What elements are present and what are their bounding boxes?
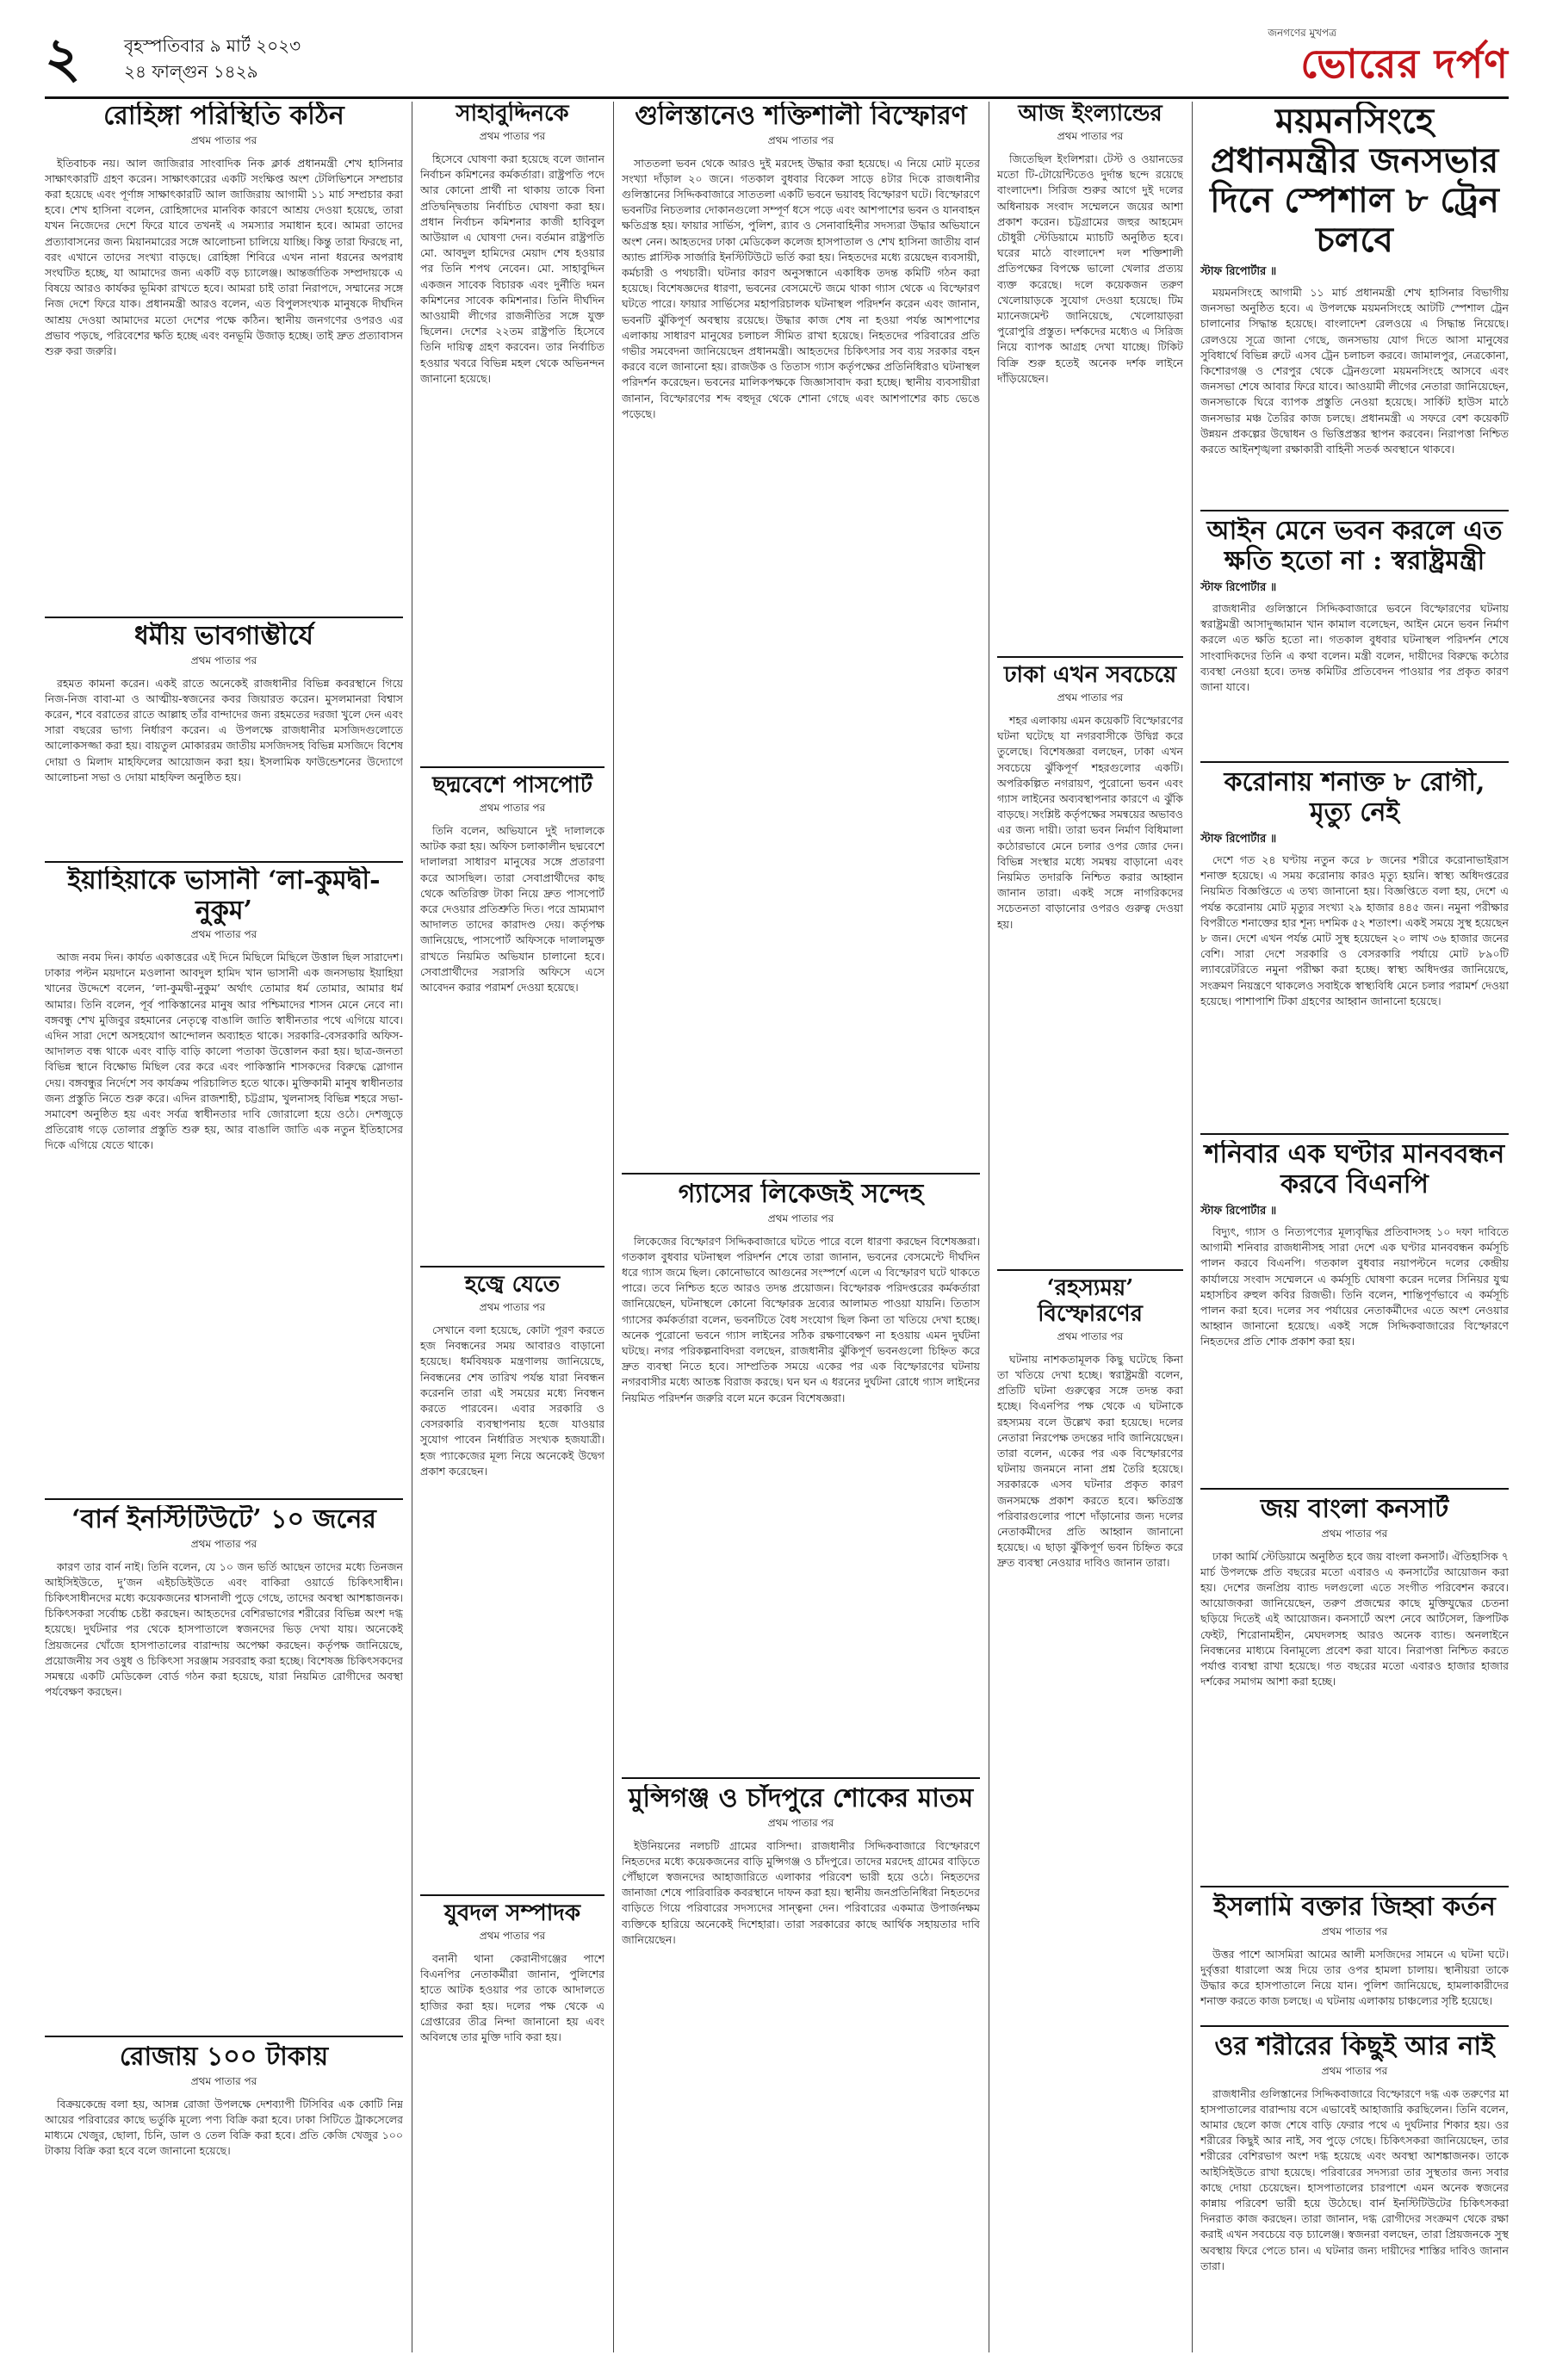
byline: স্টাফ রিপোর্টার ॥ [1200, 581, 1277, 594]
continued-label: প্রথম পাতার পর [190, 928, 257, 940]
logo-tagline: জনগণের মুখপত্র [1268, 27, 1336, 39]
article-burn-institute [45, 1505, 403, 2032]
byline: স্টাফ রিপোর্টার ॥ [1200, 833, 1277, 846]
article-body: ঘটনায় নাশকতামূলক কিছু ঘটেছে কিনা তা খতিয়ে দেখা হচ্ছে। স্বরাষ্ট্রমন্ত্রী বলেন, প্রতিটি ঘটনা গুরুত্বের সঙ্গে তদন্ত করা হচ্ছে। বিএনপির পক্ষ থেকে এ ঘটনাকে রহস্যময় বলে উল্লেখ করা হয়েছে। দলের নেতারা নিরপেক্ষ তদন্তের দাবি জানিয়েছেন। তারা বলেন, একের পর এক বিস্ফোরণের ঘটনায় জনমনে নানা প্রশ্ন তৈরি হয়েছে। সরকারকে এসব ঘটনার প্রকৃত কারণ জনসমক্ষে প্রকাশ করতে হবে। ক্ষতিগ্রস্ত পরিবারগুলোর পাশে দাঁড়ানোর জন্য দলের নেতাকর্মীদের প্রতি আহ্বান জানানো হয়েছে। এ ছাড়া ঝুঁকিপূর্ণ ভবন চিহ্নিত করে দ্রুত ব্যবস্থা নেওয়ার দাবিও জানান তারা। [997, 1352, 1183, 1570]
continued-label: প্রথম পাতার পর [1057, 1329, 1124, 1342]
article-body: সাততলা ভবন থেকে আরও দুই মরদেহ উদ্ধার করা হয়েছে। এ নিয়ে মোট মৃতের সংখ্যা দাঁড়াল ২০ জনে। গতকাল বুধবার বিকেল সাড়ে ৪টার দিকে রাজধানীর গুলিস্তানের সিদ্দিকবাজারে সাততলা একটি ভবনে ভয়াবহ বিস্ফোরণ ঘটে। বিস্ফোরণে ভবনটির নিচতলার দোকানগুলো সম্পূর্ণ ধসে পড়ে এবং আশপাশের ভবন ও যানবাহন ক্ষতিগ্রস্ত হয়। ফায়ার সার্ভিস, পুলিশ, র‍্যাব ও সেনাবাহিনীর সদস্যরা উদ্ধার অভিযানে অংশ নেন। আহতদের ঢাকা মেডিকেল কলেজ হাসপাতাল ও শেখ হাসিনা জাতীয় বার্ন অ্যান্ড প্লাস্টিক সার্জারি ইনস্টিটিউটে ভর্তি করা হয়। নিহতদের মধ্যে রয়েছেন ব্যবসায়ী, কর্মচারী ও পথচারী। ঘটনার কারণ অনুসন্ধানে একাধিক তদন্ত কমিটি গঠন করা হয়েছে। বিশেষজ্ঞদের ধারণা, ভবনের বেসমেন্টে জমে থাকা গ্যাস থেকে এ বিস্ফোরণ ঘটতে পারে। ফায়ার সার্ভিসের মহাপরিচালক ঘটনাস্থল পরিদর্শন করেন এবং জানান, ভবনটি ঝুঁকিপূর্ণ অবস্থায় রয়েছে। উদ্ধার কাজ শেষ না হওয়া পর্যন্ত আশপাশের এলাকায় সাধারণ মানুষের চলাচল সীমিত রাখা হয়েছে। নিহতদের পরিবারের প্রতি গভীর সমবেদনা জানিয়েছেন প্রধানমন্ত্রী। আহতদের চিকিৎসার সব ব্যয় সরকার বহন করবে বলে জানানো হয়। রাজউক ও তিতাস গ্যাস কর্তৃপক্ষের প্রতিনিধিরাও ঘটনাস্থল পরিদর্শন করেছেন। ভবনের মালিকপক্ষকে জিজ্ঞাসাবাদ করা হচ্ছে। স্থানীয় ব্যবসায়ীরা জানান, বিস্ফোরণের শব্দ বহুদূর থেকে শোনা গেছে এবং আশপাশের কাচ ভেঙে পড়েছে। [622, 156, 980, 420]
newspaper-logo [1250, 24, 1509, 93]
continued-label: প্রথম পাতার পর [767, 1816, 834, 1829]
article-body: ইতিবাচক নয়। আল জাজিরার সাংবাদিক নিক ক্লার্ক প্রধানমন্ত্রী শেখ হাসিনার সাক্ষাৎকারটি গ্রহণ করেন। সাক্ষাৎকারের একটি সংক্ষিপ্ত অংশ টেলিভিশনে সম্প্রচার করা হয়েছে এবং পূর্ণাঙ্গ সাক্ষাৎকারটি আল জাজিরায় আগামী ১১ মার্চ সম্প্রচার করা হবে। শেখ হাসিনা বলেন, রোহিঙ্গাদের মানবিক কারণে আশ্রয় দেওয়া হয়েছে, তারা যখন নিজেদের দেশে ফিরে যাবে তখনই এ সমস্যার সমাধান হবে। আমরা তাদের প্রত্যাবাসনের জন্য মিয়ানমারের সঙ্গে আলোচনা চালিয়ে যাচ্ছি। কিন্তু তারা ফিরছে না, বরং এখানে তাদের সংখ্যা বাড়ছে। রোহিঙ্গা শিবিরে এখন নানা ধরনের অপরাধ সংঘটিত হচ্ছে, যা আমাদের জন্য একটি বড় চ্যালেঞ্জ। আন্তর্জাতিক সম্প্রদায়কে এ বিষয়ে আরও কার্যকর ভূমিকা রাখতে হবে। আমরা চাই তারা নিরাপদে, সম্মানের সঙ্গে নিজ দেশে ফিরে যাক। প্রধানমন্ত্রী আরও বলেন, এত বিপুলসংখ্যক মানুষকে দীর্ঘদিন আশ্রয় দেওয়া আমাদের মতো দেশের পক্ষে কঠিন। স্থানীয় জনগণের ওপরও এর প্রভাব পড়ছে, পরিবেশের ক্ষতি হচ্ছে এবং বনভূমি উজাড় হচ্ছে। তাই দ্রুত প্রত্যাবাসন শুরু করা জরুরি। [45, 156, 403, 357]
headline: ওর শরীরের কিছুই আর নাই [1214, 2032, 1495, 2061]
headline: ধর্মীয় ভাবগাম্ভীর্যে [134, 622, 313, 651]
article-jubadal [420, 1901, 604, 2349]
article-mymensingh [1200, 102, 1509, 506]
article-body: শহর এলাকায় এমন কয়েকটি বিস্ফোরণের ঘটনা ঘটেছে যা নগরবাসীকে উদ্বিগ্ন করে তুলেছে। বিশেষজ্ঞরা বলছেন, ঢাকা এখন সবচেয়ে ঝুঁকিপূর্ণ শহরগুলোর একটি। অপরিকল্পিত নগরায়ণ, পুরোনো ভবন এবং গ্যাস লাইনের অব্যবস্থাপনার কারণে এ ঝুঁকি বাড়ছে। সংশ্লিষ্ট কর্তৃপক্ষের সমন্বয়ের অভাবও এর জন্য দায়ী। তারা ভবন নির্মাণ বিধিমালা কঠোরভাবে মেনে চলার ওপর জোর দেন। বিভিন্ন সংস্থার মধ্যে সমন্বয় বাড়ানো এবং নিয়মিত তদারকি নিশ্চিত করার আহ্বান জানান তারা। একই সঙ্গে নাগরিকদের সচেতনতা বাড়ানোর ওপরও গুরুত্ব দেওয়া হয়। [997, 713, 1183, 931]
article-england [997, 102, 1183, 653]
continued-label: প্রথম পাতার পর [479, 801, 546, 814]
article-gas-leak [622, 1180, 980, 1774]
continued-label: প্রথম পাতার পর [767, 1212, 834, 1224]
headline: শনিবার এক ঘণ্টার মানববন্ধন করবে বিএনপি [1204, 1140, 1505, 1199]
article-mystery-explosion [997, 1276, 1183, 2352]
article-body: তিনি বলেন, অভিযানে দুই দালালকে আটক করা হয়। অফিস চলাকালীন ছদ্মবেশে দালালরা সাধারণ মানুষের সঙ্গে প্রতারণা করে আসছিল। তারা সেবাপ্রার্থীদের কাছ থেকে অতিরিক্ত টাকা নিয়ে দ্রুত পাসপোর্ট করে দেওয়ার প্রতিশ্রুতি দিত। পরে ভ্রাম্যমাণ আদালত তাদের কারাদণ্ড দেয়। কর্তৃপক্ষ জানিয়েছে, পাসপোর্ট অফিসকে দালালমুক্ত রাখতে নিয়মিত অভিযান চালানো হবে। সেবাপ্রার্থীদের সরাসরি অফিসে এসে আবেদন করার পরামর্শ দেওয়া হয়েছে। [420, 823, 604, 994]
continued-label: প্রথম পাতার পর [1057, 129, 1124, 142]
headline: গ্যাসের লিকেজই সন্দেহ [678, 1180, 924, 1209]
article-body: দেশে গত ২৪ ঘণ্টায় নতুন করে ৮ জনের শরীরে করোনাভাইরাস শনাক্ত হয়েছে। এ সময় করোনায় কারও মৃত্যু হয়নি। স্বাস্থ্য অধিদপ্তরের নিয়মিত বিজ্ঞপ্তিতে এ তথ্য জানানো হয়। বিজ্ঞপ্তিতে বলা হয়, দেশে এ পর্যন্ত করোনায় মোট মৃত্যুর সংখ্যা ২৯ হাজার ৪৪৫ জন। নমুনা পরীক্ষার বিপরীতে শনাক্তের হার শূন্য দশমিক ৫২ শতাংশ। একই সময়ে সুস্থ হয়েছেন ৮ জন। দেশে এখন পর্যন্ত মোট সুস্থ হয়েছেন ২০ লাখ ৩৬ হাজার জনের বেশি। সারা দেশে সরকারি ও বেসরকারি পর্যায়ে মোট ৮৯০টি ল্যাবরেটরিতে নমুনা পরীক্ষা করা হচ্ছে। স্বাস্থ্য অধিদপ্তর জানিয়েছে, সংক্রমণ নিয়ন্ত্রণে থাকলেও সবাইকে স্বাস্থ্যবিধি মেনে চলার পরামর্শ দেওয়া হয়েছে। পাশাপাশি টিকা গ্রহণের আহ্বান জানানো হয়েছে। [1200, 853, 1509, 1007]
date-block [124, 33, 301, 84]
headline: ইসলামি বক্তার জিহ্বা কর্তন [1213, 1893, 1496, 1922]
article-hajj [420, 1273, 604, 1893]
continued-label: প্রথম পাতার পর [190, 133, 257, 146]
headline: সাহাবুদ্দিনকে [456, 102, 569, 127]
article-passport [420, 773, 604, 1264]
article-corona [1200, 768, 1509, 1130]
headline: করোনায় শনাক্ত ৮ রোগী, মৃত্যু নেই [1224, 768, 1485, 827]
article-body: কারণ তার বার্ন নাই। তিনি বলেন, যে ১০ জন ভর্তি আছেন তাদের মধ্যে তিনজন আইসিইউতে, দু’জন এইচডিইউতে এবং বাকিরা ওয়ার্ডে চিকিৎসাধীন। চিকিৎসাধীনদের মধ্যে কয়েকজনের শ্বাসনালী পুড়ে গেছে, তাদের অবস্থা আশঙ্কাজনক। চিকিৎসকরা সর্বোচ্চ চেষ্টা করছেন। আহতদের বেশিরভাগের শরীরের বিভিন্ন অংশ দগ্ধ হয়েছে। দুর্ঘটনার পর থেকে হাসপাতালে স্বজনদের ভিড় দেখা যায়। অনেকেই প্রিয়জনের খোঁজে হাসপাতালের বারান্দায় অপেক্ষা করছেন। কর্তৃপক্ষ জানিয়েছে, প্রয়োজনীয় সব ওষুধ ও চিকিৎসা সরঞ্জাম সরবরাহ করা হচ্ছে। বিশেষজ্ঞ চিকিৎসকদের সমন্বয়ে একটি মেডিকেল বোর্ড গঠন করা হয়েছে, যারা নিয়মিত রোগীদের অবস্থা পর্যবেক্ষণ করছেন। [45, 1559, 403, 1699]
page-number: ২ [45, 26, 81, 90]
article-body: ঢাকা আর্মি স্টেডিয়ামে অনুষ্ঠিত হবে জয় বাংলা কনসার্ট। ঐতিহাসিক ৭ মার্চ উপলক্ষে প্রতি বছরের মতো এবারও এ কনসার্টের আয়োজন করা হয়। দেশের জনপ্রিয় ব্যান্ড দলগুলো এতে সংগীত পরিবেশন করবে। আয়োজকরা জানিয়েছেন, তরুণ প্রজন্মের কাছে মুক্তিযুদ্ধের চেতনা ছড়িয়ে দিতেই এই আয়োজন। কনসার্টে অংশ নেবে আর্টসেল, ক্রিপটিক ফেইট, শিরোনামহীন, মেঘদলসহ আরও অনেক ব্যান্ড। অনলাইনে নিবন্ধনের মাধ্যমে বিনামূল্যে প্রবেশ করা যাবে। নিরাপত্তা নিশ্চিত করতে পর্যাপ্ত ব্যবস্থা রাখা হয়েছে। গত বছরের মতো এবারও হাজার হাজার দর্শকের সমাগম আশা করা হচ্ছে। [1200, 1549, 1509, 1689]
continued-label: প্রথম পাতার পর [1321, 1924, 1388, 1937]
headline: মুন্সিগঞ্জ ও চাঁদপুরে শোকের মাতম [628, 1784, 974, 1813]
article-body: ইউনিয়নের নলচটি গ্রামের বাসিন্দা। রাজধানীর সিদ্দিকবাজারে বিস্ফোরণে নিহতদের মধ্যে কয়েকজনের বাড়ি মুন্সিগঞ্জ ও চাঁদপুরে। তাদের মরদেহ গ্রামের বাড়িতে পৌঁছালে স্বজনদের আহাজারিতে এলাকার পরিবেশ ভারী হয়ে ওঠে। নিহতদের জানাজা শেষে পারিবারিক কবরস্থানে দাফন করা হয়। স্থানীয় জনপ্রতিনিধিরা নিহতদের বাড়িতে গিয়ে পরিবারের সদস্যদের সান্ত্বনা দেন। পরিবারের একমাত্র উপার্জনক্ষম ব্যক্তিকে হারিয়ে অনেকেই দিশেহারা। তারা সরকারের কাছে আর্থিক সহায়তার দাবি জানিয়েছেন। [622, 1838, 980, 1946]
article-building-law [1200, 517, 1509, 758]
continued-label: প্রথম পাতার পর [1321, 1527, 1388, 1540]
article-islamic-speaker [1200, 1893, 1509, 2022]
headline: যুবদল সম্পাদক [443, 1901, 581, 1926]
article-burn-victim [1200, 2032, 1509, 2352]
continued-label: প্রথম পাতার পর [479, 129, 546, 142]
article-gulistan-explosion [622, 102, 980, 1169]
date-line-2: ২৪ ফাল্গুন ১৪২৯ [124, 61, 258, 82]
article-body: লিকেজের বিস্ফোরণ সিদ্দিকবাজারে ঘটতে পারে বলে ধারণা করছেন বিশেষজ্ঞরা। গতকাল বুধবার ঘটনাস্থল পরিদর্শন শেষে তারা জানান, ভবনের বেসমেন্টে দীর্ঘদিন ধরে গ্যাস জমে ছিল। কোনোভাবে আগুনের সংস্পর্শে এলে এ বিস্ফোরণ ঘটে থাকতে পারে। তবে নিশ্চিত হতে আরও তদন্ত প্রয়োজন। বিস্ফোরক পরিদপ্তরের কর্মকর্তারা জানিয়েছেন, ঘটনাস্থলে কোনো বিস্ফোরক দ্রব্যের আলামত পাওয়া যায়নি। তিতাস গ্যাসের কর্মকর্তারা বলেন, ভবনটিতে বৈধ সংযোগ ছিল কিনা তা খতিয়ে দেখা হচ্ছে। অনেক পুরোনো ভবনে গ্যাস লাইনের সঠিক রক্ষণাবেক্ষণ না হওয়ায় এমন দুর্ঘটনা ঘটছে। নগর পরিকল্পনাবিদরা বলছেন, রাজধানীর ঝুঁকিপূর্ণ ভবনগুলো চিহ্নিত করে দ্রুত ব্যবস্থা নিতে হবে। সাম্প্রতিক সময়ে একের পর এক বিস্ফোরণের ঘটনায় নগরবাসীর মধ্যে আতঙ্ক বিরাজ করছে। ঘন ঘন এ ধরনের দুর্ঘটনা রোধে গ্যাস লাইনের নিয়মিত পরিদর্শন জরুরি বলে মনে করেন বিশেষজ্ঞরা। [622, 1234, 980, 1404]
date-line-1: বৃহস্পতিবার ৯ মার্ট ২০২৩ [124, 35, 301, 56]
article-body: বিক্রয়কেন্দ্রে বলা হয়, আসন্ন রোজা উপলক্ষে দেশব্যাপী টিসিবির এক কোটি নিম্ন আয়ের পরিবারের কাছে ভর্তুকি মূল্যে পণ্য বিক্রি করা হবে। ঢাকা সিটিতে ট্রাকসেলের মাধ্যমে খেজুর, ছোলা, চিনি, ডাল ও তেল বিক্রি করা হবে। প্রতি কেজি খেজুর ১০০ টাকায় বিক্রি করা হবে বলে জানানো হয়েছে। [45, 2097, 403, 2158]
article-sahabuddin [420, 102, 604, 765]
byline: স্টাফ রিপোর্টার ॥ [1200, 265, 1277, 278]
continued-label: প্রথম পাতার পর [1057, 691, 1124, 703]
logo-name: ভোরের দর্পণ [1300, 40, 1509, 87]
continued-label: প্রথম পাতার পর [767, 133, 834, 146]
headline: ‘বার্ন ইনস্টিটিউটে’ ১০ জনের [71, 1505, 376, 1534]
article-body: রাজধানীর গুলিস্তানে সিদ্দিকবাজারে ভবনে বিস্ফোরণের ঘটনায় স্বরাষ্ট্রমন্ত্রী আসাদুজ্জামান খান কামাল বলেছেন, আইন মেনে ভবন নির্মাণ করলে এত ক্ষতি হতো না। গতকাল বুধবার ঘটনাস্থল পরিদর্শন শেষে সাংবাদিকদের তিনি এ কথা বলেন। মন্ত্রী বলেন, দায়ীদের বিরুদ্ধে কঠোর ব্যবস্থা নেওয়া হবে। তদন্ত কমিটির প্রতিবেদন পাওয়ার পর প্রকৃত কারণ জানা যাবে। [1200, 602, 1509, 694]
article-bnp-human-chain [1200, 1140, 1509, 1484]
article-munshiganj [622, 1784, 980, 2352]
continued-label: প্রথম পাতার পর [190, 654, 257, 666]
headline: আজ ইংল্যান্ডের [1018, 102, 1162, 127]
article-rohingya [45, 102, 403, 615]
headline: গুলিস্তানেও শক্তিশালী বিস্ফোরণ [635, 102, 967, 131]
headline: হজ্বে যেতে [464, 1273, 561, 1298]
continued-label: প্রথম পাতার পর [1321, 2064, 1388, 2077]
article-dhaka-risk [997, 663, 1183, 1266]
page-header [45, 24, 1509, 99]
article-body: উত্তর পাশে আসমিরা আমের আলী মসজিদের সামনে এ ঘটনা ঘটে। দুর্বৃত্তরা ধারালো অস্ত্র দিয়ে তার ওপর হামলা চালায়। স্থানীয়রা তাকে উদ্ধার করে হাসপাতালে নিয়ে যান। পুলিশ জানিয়েছে, হামলাকারীদের শনাক্ত করতে কাজ চলছে। এ ঘটনায় এলাকায় চাঞ্চল্যের সৃষ্টি হয়েছে। [1200, 1947, 1509, 2008]
headline: আইন মেনে ভবন করলে এত ক্ষতি হতো না : স্বরাষ্ট্রমন্ত্রী [1206, 517, 1503, 576]
headline: রোজায় ১০০ টাকায় [119, 2042, 329, 2072]
article-body: রহমত কামনা করেন। একই রাতে অনেকেই রাজধানীর বিভিন্ন কবরস্থানে গিয়ে নিজ-নিজ বাবা-মা ও আত্মীয়-স্বজনের কবর জিয়ারত করেন। মুসলমানরা বিশ্বাস করেন, শবে বরাতের রাতে আল্লাহ তাঁর বান্দাদের জন্য রহমতের দরজা খুলে দেন এবং সারা বছরের ভাগ্য নির্ধারণ করেন। এ উপলক্ষে রাজধানীর মসজিদগুলোতে আলোকসজ্জা করা হয়। বায়তুল মোকাররম জাতীয় মসজিদসহ বিভিন্ন মসজিদে বিশেষ দোয়া ও মিলাদ মাহফিলের আয়োজন করা হয়। ইসলামিক ফাউন্ডেশনের উদ্যোগে আলোচনা সভা ও দোয়া মাহফিল অনুষ্ঠিত হয়। [45, 676, 403, 784]
continued-label: প্রথম পাতার পর [479, 1929, 546, 1942]
continued-label: প্রথম পাতার পর [190, 2074, 257, 2087]
byline: স্টাফ রিপোর্টার ॥ [1200, 1205, 1277, 1218]
headline: ‘রহস্যময়’ বিস্ফোরণের [1038, 1276, 1143, 1327]
continued-label: প্রথম পাতার পর [190, 1537, 257, 1550]
continued-label: প্রথম পাতার পর [479, 1300, 546, 1313]
article-body: আজ নবম দিন। কার্যত একাত্তরের এই দিনে মিছিলে মিছিলে উত্তাল ছিল সারাদেশ। ঢাকার পল্টন ময়দানে মওলানা আবদুল হামিদ খান ভাসানী এক জনসভায় ইয়াহিয়া খানের উদ্দেশে বলেন, ‘লা-কুমদ্বী-নুকুম’ অর্থাৎ তোমার ধর্ম তোমার, আমার ধর্ম আমার। তিনি বলেন, পূর্ব পাকিস্তানের মানুষ আর পশ্চিমাদের শাসন মেনে নেবে না। বঙ্গবন্ধু শেখ মুজিবুর রহমানের নেতৃত্বে বাঙালি জাতি স্বাধীনতার পথে এগিয়ে যাবে। এদিন সারা দেশে অসহযোগ আন্দোলন অব্যাহত থাকে। সরকারি-বেসরকারি অফিস-আদালত বন্ধ থাকে এবং বাড়ি বাড়ি কালো পতাকা উত্তোলন করা হয়। ছাত্র-জনতা বিভিন্ন স্থানে বিক্ষোভ মিছিল বের করে এবং পাকিস্তানি শাসকদের বিরুদ্ধে স্লোগান দেয়। বঙ্গবন্ধুর নির্দেশে সব কার্যক্রম পরিচালিত হতে থাকে। মুক্তিকামী মানুষ স্বাধীনতার জন্য প্রস্তুতি নিতে শুরু করে। এদিন রাজশাহী, চট্টগ্রাম, খুলনাসহ বিভিন্ন শহরে সভা-সমাবেশ অনুষ্ঠিত হয় এবং সর্বত্র স্বাধীনতার দাবি জোরালো হয়ে ওঠে। দেশজুড়ে প্রতিরোধ গড়ে তোলার প্রস্তুতি শুরু হয়, আর বাঙালি জাতি এক নতুন ইতিহাসের দিকে এগিয়ে যেতে থাকে। [45, 951, 403, 1152]
article-body: হিসেবে ঘোষণা করা হয়েছে বলে জানান নির্বাচন কমিশনের কর্মকর্তারা। রাষ্ট্রপতি পদে আর কোনো প্রার্থী না থাকায় তাকে বিনা প্রতিদ্বন্দ্বিতায় নির্বাচিত ঘোষণা করা হয়। প্রধান নির্বাচন কমিশনার কাজী হাবিবুল আউয়াল এ ঘোষণা দেন। বর্তমান রাষ্ট্রপতি মো. আবদুল হামিদের মেয়াদ শেষ হওয়ার পর তিনি শপথ নেবেন। মো. সাহাবুদ্দিন একজন সাবেক বিচারক এবং দুর্নীতি দমন কমিশনের সাবেক কমিশনার। তিনি দীর্ঘদিন আওয়ামী লীগের রাজনীতির সঙ্গে যুক্ত ছিলেন। দেশের ২২তম রাষ্ট্রপতি হিসেবে তিনি দায়িত্ব গ্রহণ করবেন। তার নির্বাচিত হওয়ার খবরে বিভিন্ন মহল থেকে অভিনন্দন জানানো হয়েছে। [420, 152, 604, 385]
article-body: রাজধানীর গুলিস্তানের সিদ্দিকবাজারে বিস্ফোরণে দগ্ধ এক তরুণের মা হাসপাতালের বারান্দায় বসে এভাবেই আহাজারি করছিলেন। তিনি বলেন, আমার ছেলে কাজ শেষে বাড়ি ফেরার পথে এ দুর্ঘটনার শিকার হয়। ওর শরীরের কিছুই আর নাই, সব পুড়ে গেছে। চিকিৎসকরা জানিয়েছেন, তার শরীরের বেশিরভাগ অংশ দগ্ধ হয়েছে এবং অবস্থা আশঙ্কাজনক। তাকে আইসিইউতে রাখা হয়েছে। পরিবারের সদস্যরা তার সুস্থতার জন্য সবার কাছে দোয়া চেয়েছেন। হাসপাতালের চারপাশে এমন অনেক স্বজনের কান্নায় পরিবেশ ভারী হয়ে উঠেছে। বার্ন ইনস্টিটিউটের চিকিৎসকরা দিনরাত কাজ করছেন। তারা জানান, দগ্ধ রোগীদের সংক্রমণ থেকে রক্ষা করাই এখন সবচেয়ে বড় চ্যালেঞ্জ। স্বজনরা বলছেন, তারা প্রিয়জনকে সুস্থ অবস্থায় ফিরে পেতে চান। এ ঘটনার জন্য দায়ীদের শাস্তির দাবিও জানান তারা। [1200, 2086, 1509, 2272]
headline: ইয়াহিয়াকে ভাসানী ‘লা-কুমদ্বী-নুকুম’ [67, 866, 381, 926]
article-body: সেখানে বলা হয়েছে, কোটা পূরণ করতে হজ নিবন্ধনের সময় আবারও বাড়ানো হয়েছে। ধর্মবিষয়ক মন্ত্রণালয় জানিয়েছে, নিবন্ধনের শেষ তারিখ পর্যন্ত যারা নিবন্ধন করেননি তারা এই সময়ের মধ্যে নিবন্ধন করতে পারবেন। এবার সরকারি ও বেসরকারি ব্যবস্থাপনায় হজে যাওয়ার সুযোগ পাবেন নির্ধারিত সংখ্যক হজযাত্রী। হজ প্যাকেজের মূল্য নিয়ে অনেকেই উদ্বেগ প্রকাশ করেছেন। [420, 1323, 604, 1478]
headline: রোহিঙ্গা পরিস্থিতি কঠিন [103, 102, 344, 131]
headline: ময়মনসিংহে প্রধানমন্ত্রীর জনসভার দিনে স্পেশাল ৮ ট্রেন চলবে [1210, 102, 1499, 260]
headline: জয় বাংলা কনসার্ট [1260, 1495, 1449, 1524]
headline: ছদ্মবেশে পাসপোর্ট [432, 773, 592, 798]
article-body: বিদ্যুৎ, গ্যাস ও নিত্যপণ্যের মূল্যবৃদ্ধির প্রতিবাদসহ ১০ দফা দাবিতে আগামী শনিবার রাজধানীসহ সারা দেশে এক ঘণ্টার মানববন্ধন কর্মসূচি পালন করবে বিএনপি। গতকাল বুধবার নয়াপল্টনে দলের কেন্দ্রীয় কার্যালয়ে সংবাদ সম্মেলনে এ কর্মসূচি ঘোষণা করেন দলের সিনিয়র যুগ্ম মহাসচিব রুহুল কবির রিজভী। তিনি বলেন, শান্তিপূর্ণভাবে এ কর্মসূচি পালন করা হবে। দলের সব পর্যায়ের নেতাকর্মীদের এতে অংশ নেওয়ার আহ্বান জানানো হয়েছে। একই সঙ্গে সিদ্দিকবাজারের বিস্ফোরণে নিহতদের প্রতি শোক প্রকাশ করা হয়। [1200, 1225, 1509, 1348]
article-body: ময়মনসিংহে আগামী ১১ মার্চ প্রধানমন্ত্রী শেখ হাসিনার বিভাগীয় জনসভা অনুষ্ঠিত হবে। এ উপলক্ষে ময়মনসিংহে আটটি স্পেশাল ট্রেন চালানোর সিদ্ধান্ত হয়েছে। বাংলাদেশ রেলওয়ে এ সিদ্ধান্ত নিয়েছে। রেলওয়ে সূত্রে জানা গেছে, জনসভায় যোগ দিতে আসা মানুষের সুবিধার্থে বিভিন্ন রুটে এসব ট্রেন চলাচল করবে। জামালপুর, নেত্রকোনা, কিশোরগঞ্জ ও শেরপুর থেকে ট্রেনগুলো ময়মনসিংহে আসবে এবং জনসভা শেষে আবার ফিরে যাবে। আওয়ামী লীগের নেতারা জানিয়েছেন, জনসভাকে ঘিরে ব্যাপক প্রস্তুতি নেওয়া হয়েছে। সার্কিট হাউস মাঠে জনসভার মঞ্চ তৈরির কাজ চলছে। প্রধানমন্ত্রী এ সফরে বেশ কয়েকটি উন্নয়ন প্রকল্পের উদ্বোধন ও ভিত্তিপ্রস্তর স্থাপন করবেন। নিরাপত্তা নিশ্চিত করতে আইনশৃঙ্খলা রক্ষাকারী বাহিনী সতর্ক অবস্থানে থাকবে। [1200, 286, 1509, 456]
article-body: জিতেছিল ইংলিশরা। টেস্ট ও ওয়ানডের মতো টি-টোয়েন্টিতেও দুর্দান্ত ছন্দে রয়েছে বাংলাদেশ। সিরিজ শুরুর আগে দুই দলের অধিনায়ক সংবাদ সম্মেলনে জয়ের আশা প্রকাশ করেন। চট্টগ্রামের জহুর আহমেদ চৌধুরী স্টেডিয়ামে ম্যাচটি অনুষ্ঠিত হবে। ঘরের মাঠে বাংলাদেশ দল শক্তিশালী প্রতিপক্ষের বিপক্ষে ভালো খেলার প্রত্যয় ব্যক্ত করেছে। দলে কয়েকজন তরুণ খেলোয়াড়কে সুযোগ দেওয়া হয়েছে। টিম ম্যানেজমেন্ট জানিয়েছে, খেলোয়াড়রা পুরোপুরি প্রস্তুত। দর্শকদের মধ্যেও এ সিরিজ নিয়ে ব্যাপক আগ্রহ দেখা যাচ্ছে। টিকিট বিক্রি শুরু হতেই অনেক দর্শক লাইনে দাঁড়িয়েছেন। [997, 152, 1183, 385]
article-bhasani [45, 866, 403, 1495]
headline: ঢাকা এখন সবচেয়ে [1003, 663, 1177, 688]
article-religion [45, 622, 403, 859]
article-iftar-100-taka [45, 2042, 403, 2352]
article-joy-bangla-concert [1200, 1495, 1509, 1882]
article-body: বনানী থানা কেরানীগঞ্জের পাশে বিএনপির নেতাকর্মীরা জানান, পুলিশের হাতে আটক হওয়ার পর তাকে আদালতে হাজির করা হয়। দলের পক্ষ থেকে এ গ্রেপ্তারের তীব্র নিন্দা জানানো হয় এবং অবিলম্বে তার মুক্তি দাবি করা হয়। [420, 1951, 604, 2043]
